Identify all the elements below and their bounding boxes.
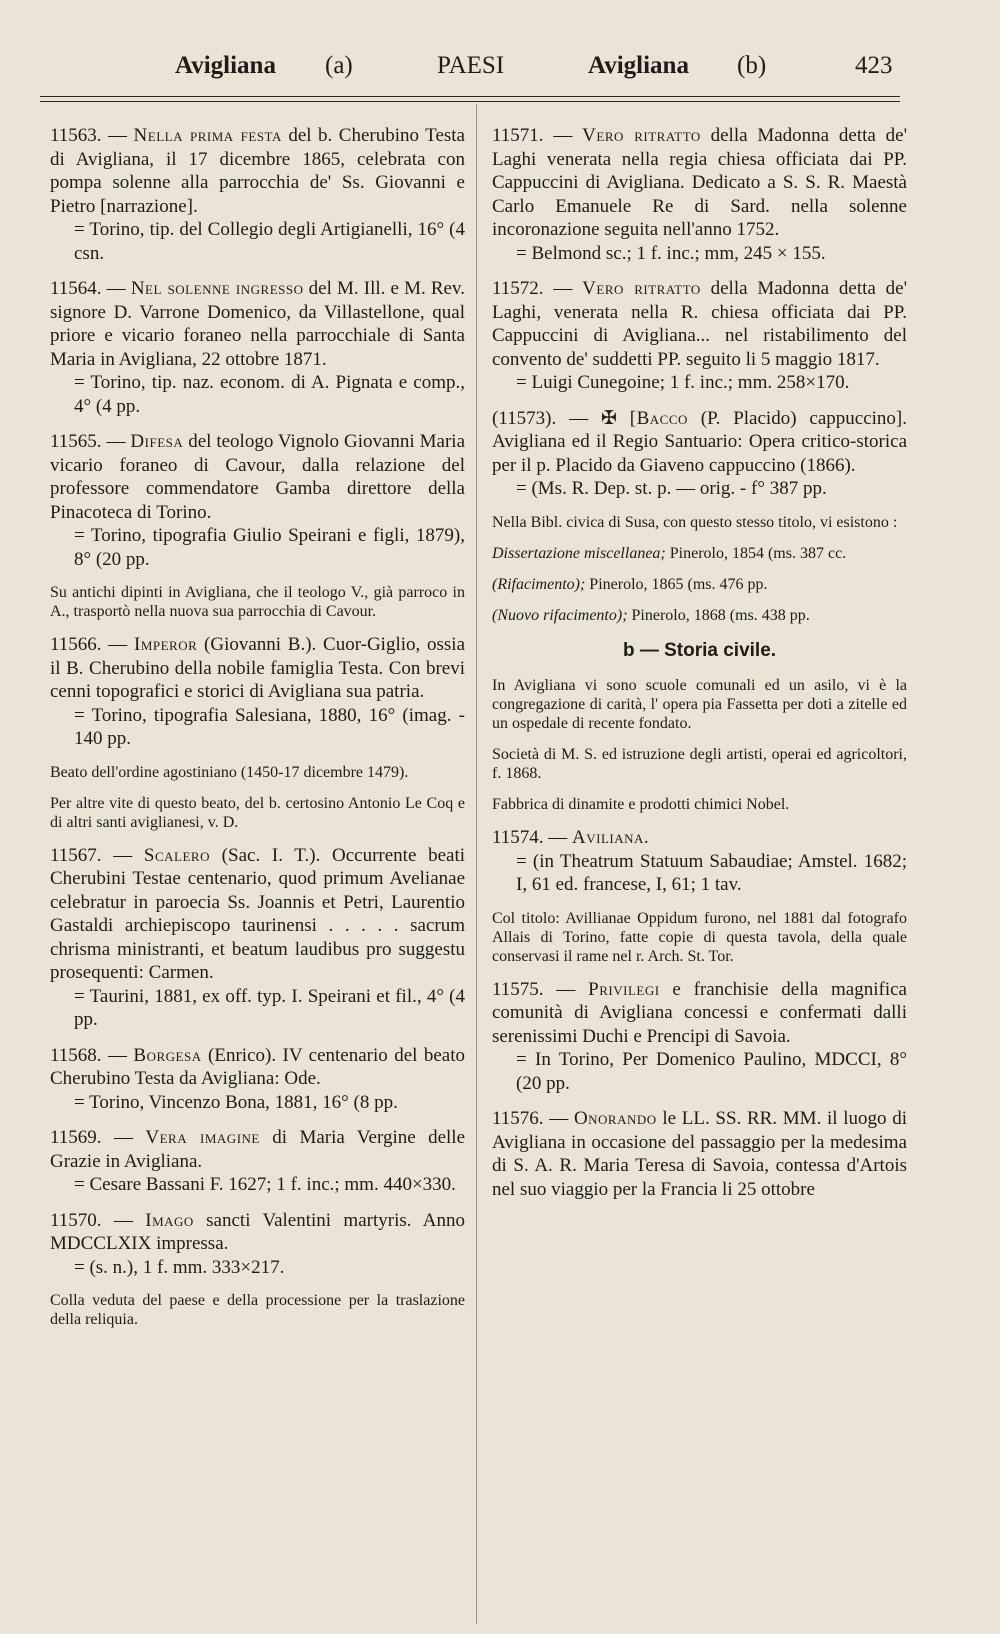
catalog-entry xyxy=(50,1044,465,1115)
entry-number: (11573). xyxy=(492,407,557,429)
entry-dash: — xyxy=(101,1044,134,1066)
entry-number: 11572. xyxy=(492,278,544,299)
catalog-entry xyxy=(492,407,907,501)
entry-number: 11565. xyxy=(50,431,102,452)
entry-title: Borgesa xyxy=(133,1044,202,1066)
catalog-entry xyxy=(50,277,465,418)
entry-publication: = Luigi Cunegoine; 1 f. inc.; mm. 258×170. xyxy=(516,372,850,393)
note: Società di M. S. ed istruzione degli artisti, operai ed agricoltori, f. 1868. xyxy=(492,746,907,782)
bibliographic-note xyxy=(492,606,907,625)
entry-text: le LL. SS. RR. MM. il luogo di Avigliana in occasione del passaggio per la medesima di S. A. R. Maria Teresa di Savoia, contessa d'Artois nel suo viaggio per la Francia li 25 ottobre xyxy=(492,1108,908,1200)
entry-text: della Madonna detta de' Laghi, venerata nella R. chiesa officiata dai PP. Cappuccini di Avigliana... nel ristabilimento del convento de' suddetti PP. seguito li 5 maggio 1817. xyxy=(492,278,907,370)
note: In Avigliana vi sono scuole comunali ed un asilo, vi è la congregazione di carità, l' opera pia Fassetta per doti a zitelle ed un ospedale di recente fondato. xyxy=(492,677,907,732)
note-title: Dissertazione miscellanea; xyxy=(492,544,666,562)
note-title: (Nuovo rifacimento); xyxy=(492,606,628,624)
entry-text: (P. Placido) cappuccino]. Avigliana ed il Regio Santuario: Opera critico-storica per il p. Placido da Giaveno cappuccino (1866). xyxy=(492,407,907,476)
header-right-tag: (b) xyxy=(737,52,767,79)
entry-title: Privilegi xyxy=(588,978,660,1000)
catalog-entry xyxy=(50,1209,465,1280)
entry-number: 11570. xyxy=(50,1209,102,1231)
entry-text: (Giovanni B.). Cuor-Giglio, ossia il B. Cherubino della nobile famiglia Testa. Con brevi cenni topografici e storici di Avigliana sua patria. xyxy=(50,634,465,702)
entry-publication: = (Ms. R. Dep. st. p. — orig. - f° 387 pp. xyxy=(516,478,827,499)
entry-title: Onorando xyxy=(573,1108,657,1129)
catalog-entry xyxy=(50,1126,465,1197)
catalog-entry xyxy=(492,277,907,395)
entry-number: 11575. xyxy=(492,978,544,1000)
entry-dash: — xyxy=(543,125,583,146)
entry-publication: = Belmond sc.; 1 f. inc.; mm, 245 × 155. xyxy=(516,242,826,264)
header-left-title: Avigliana xyxy=(175,52,276,79)
entry-dash: — xyxy=(101,634,134,655)
catalog-entry xyxy=(492,978,907,1096)
entry-title: Vero ritratto xyxy=(582,278,701,299)
note: Col titolo: Avillianae Oppidum furono, nel 1881 dal fotografo Allais di Torino, fatte copie di questa tavola, della quale conservasi il rame nel r. Arch. St. Tor. xyxy=(492,909,907,965)
entry-publication: = (s. n.), 1 f. mm. 333×217. xyxy=(74,1256,285,1278)
entry-title: [Bacco xyxy=(629,407,688,429)
page-number: 423 xyxy=(855,52,893,79)
entry-number: 11567. xyxy=(50,844,102,866)
header-rule xyxy=(40,101,900,102)
entry-number: 11571. xyxy=(492,125,544,146)
note-title: (Rifacimento); xyxy=(492,575,586,593)
entry-publication: = Torino, tip. naz. econom. di A. Pignata e comp., 4° (4 pp. xyxy=(74,372,465,417)
catalog-entry xyxy=(492,124,907,265)
entry-publication: = (in Theatrum Statuum Sabaudiae; Amstel. 1682; I, 61 ed. francese, I, 61; 1 tav. xyxy=(516,850,907,895)
entry-text: e franchisie della magnifica comunità di Avigliana concessi e confermati dalli serenissimi Duchi e Prencipi di Savoia. xyxy=(492,978,907,1047)
entry-title: Nel solenne ingresso xyxy=(130,278,304,299)
note-text: Pinerolo, 1854 (ms. 387 cc. xyxy=(665,544,847,562)
note: Su antichi dipinti in Avigliana, che il teologo V., già parroco in A., trasportò nella nuova sua parrocchia di Cavour. xyxy=(50,584,465,620)
entry-publication: = Torino, tipografia Salesiana, 1880, 16° (imag. - 140 pp. xyxy=(74,704,465,749)
entry-title: Imago xyxy=(145,1209,194,1231)
entry-publication: = In Torino, Per Domenico Paulino, MDCCI, 8° (20 pp. xyxy=(516,1049,907,1094)
entry-publication: = Taurini, 1881, ex off. typ. I. Speirani et fil., 4° (4 pp. xyxy=(74,985,465,1030)
entry-publication: = Torino, Vincenzo Bona, 1881, 16° (8 pp. xyxy=(74,1091,398,1113)
entry-dash: — ✠ xyxy=(556,407,630,429)
entry-number: 11576. xyxy=(492,1108,544,1129)
catalog-entry xyxy=(50,844,465,1032)
header-rule xyxy=(40,96,900,97)
entry-number: 11569. xyxy=(50,1127,102,1148)
entry-number: 11563. xyxy=(50,125,102,146)
entry-dash: — xyxy=(101,844,144,866)
entry-number: 11568. xyxy=(50,1044,102,1066)
entry-dash: — xyxy=(543,1108,574,1129)
running-header xyxy=(0,52,1000,92)
entry-text: della Madonna detta de' Laghi venerata nella regia chiesa officiata dai PP. Cappuccini di Avigliana. Dedicato a S. S. R. Maestà Carlo Emanuele Re di Sard. nella solenne incoronazione seguita nell'anno 1752. xyxy=(492,125,907,240)
entry-publication: = Torino, tipografia Giulio Speirani e figli, 1879), 8° (20 pp. xyxy=(74,525,465,570)
catalog-entry xyxy=(492,826,907,897)
note: Per altre vite di questo beato, del b. certosino Antonio Le Coq e di altri santi aviglianesi, v. D. xyxy=(50,794,465,831)
catalog-entry xyxy=(50,124,465,265)
entry-dash: — xyxy=(101,1127,146,1148)
entry-dash: — xyxy=(543,978,589,1000)
entry-publication: = Cesare Bassani F. 1627; 1 f. inc.; mm. 440×330. xyxy=(74,1174,456,1195)
entry-dash: — xyxy=(543,827,573,848)
catalog-entry xyxy=(50,633,465,751)
entry-text: del b. Cherubino Testa di Avigliana, il 17 dicembre 1865, celebrata con pompa solenne alla parrocchia de' Ss. Giovanni e Pietro [narrazione]. xyxy=(50,125,465,217)
section-title: b — Storia civile. xyxy=(622,639,777,661)
catalog-entry xyxy=(492,1107,907,1201)
entry-title: Nella prima festa xyxy=(133,125,282,146)
entry-title: Difesa xyxy=(130,431,184,452)
entry-title: Imperor xyxy=(134,634,198,655)
catalog-entry xyxy=(50,430,465,571)
entry-number: 11564. xyxy=(50,278,102,299)
bibliographic-note xyxy=(492,575,907,594)
entry-title: Aviliana. xyxy=(572,827,650,848)
bibliographic-note xyxy=(492,544,907,563)
note: Beato dell'ordine agostiniano (1450-17 dicembre 1479). xyxy=(50,763,409,781)
column-divider xyxy=(476,104,477,1624)
right-column xyxy=(492,124,907,1213)
entry-text: del M. Ill. e M. Rev. signore D. Varrone Domenico, da Villastellone, qual priore e vicario foraneo nella parrocchiale di Santa Maria in Avigliana, 22 ottobre 1871. xyxy=(50,278,466,370)
entry-text: di Maria Vergine delle Grazie in Avigliana. xyxy=(50,1127,465,1172)
note: Colla veduta del paese e della processione per la traslazione della reliquia. xyxy=(50,1292,465,1328)
header-left-tag: (a) xyxy=(325,52,353,79)
entry-number: 11566. xyxy=(50,634,102,655)
header-center: PAESI xyxy=(437,52,505,79)
note: Fabbrica di dinamite e prodotti chimici Nobel. xyxy=(492,796,790,813)
entry-dash: — xyxy=(101,278,131,299)
entry-text: del teologo Vignolo Giovanni Maria vicario foraneo di Cavour, dalla relazione del professore commendatore Gamba direttore della Pinacoteca di Torino. xyxy=(50,431,466,523)
entry-dash: — xyxy=(101,431,131,452)
entry-number: 11574. xyxy=(492,827,544,848)
entry-text: sancti Valentini martyris. Anno MDCCLXIX impressa. xyxy=(50,1209,466,1254)
entry-publication: = Torino, tip. del Collegio degli Artigianelli, 16° (4 csn. xyxy=(74,219,465,264)
note-text: Pinerolo, 1865 (ms. 476 pp. xyxy=(585,575,768,593)
header-right-title: Avigliana xyxy=(588,52,689,79)
note: Nella Bibl. civica di Susa, con questo stesso titolo, vi esistono : xyxy=(492,513,898,531)
entry-title: Vero ritratto xyxy=(582,125,701,146)
left-column xyxy=(50,124,465,1341)
entry-text: (Sac. I. T.). Occurrente beati Cherubini Testae centenario, quod primum Avelianae celebratur in paroecia Ss. Joannis et Petri, Laurentio Gastaldi archiepiscopo taurinensi . . . . . sacrum chrisma ministranti, et beatum laudibus pro suggestu prosequenti: Carmen. xyxy=(50,844,466,983)
entry-title: Vera imagine xyxy=(145,1127,260,1148)
note-text: Pinerolo, 1868 (ms. 438 pp. xyxy=(627,606,810,624)
entry-title: Scalero xyxy=(143,844,210,866)
entry-dash: — xyxy=(101,125,134,146)
entry-dash: — xyxy=(543,278,583,299)
entry-text: (Enrico). IV centenario del beato Cherubino Testa da Avigliana: Ode. xyxy=(50,1044,466,1089)
entry-dash: — xyxy=(101,1209,146,1231)
